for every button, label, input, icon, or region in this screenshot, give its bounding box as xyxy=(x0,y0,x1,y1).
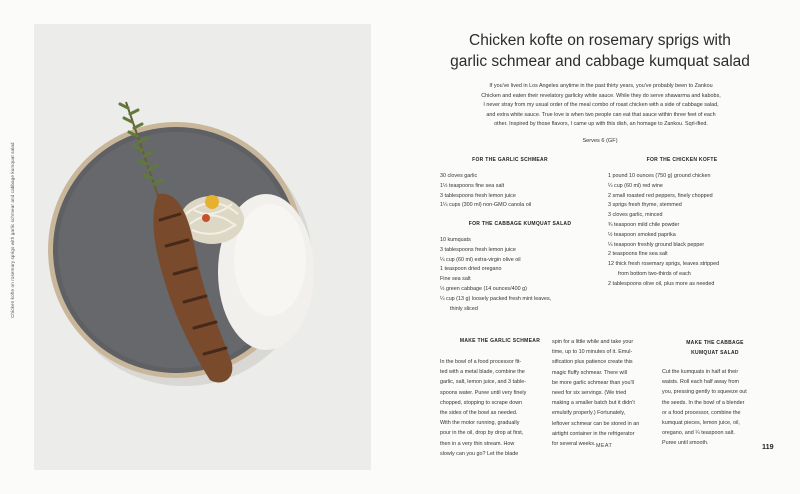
recipe-title xyxy=(420,30,780,72)
chile-flake xyxy=(202,214,210,222)
plated-kofte-illustration xyxy=(34,24,371,470)
ingredient-continuation: thinly sliced xyxy=(450,305,478,312)
method-line: oregano, and ¼ teaspoon salt. xyxy=(662,430,735,437)
intro-line: other. Inspired by those flavors, I came up with this dish, an homage to Zankou. Sqrl-ified. xyxy=(494,121,708,128)
method-line: With the motor running, gradually xyxy=(440,420,520,427)
ingredient: ½ green cabbage (14 ounces/400 g) xyxy=(440,285,527,292)
ingredient: ½ teaspoon smoked paprika xyxy=(608,231,676,238)
ingredient: 1¼ cups (300 ml) non-GMO canola oil xyxy=(440,202,532,209)
method-line: Cut the kumquats in half at their xyxy=(662,369,739,375)
method-line: In the bowl of a food processor fit- xyxy=(440,359,522,365)
method-line: time, up to 10 minutes of it. Emul- xyxy=(552,349,633,356)
method-line: kumquat pieces, lemon juice, oil, xyxy=(662,420,740,427)
ingredient-continuation: from bottom two-thirds of each xyxy=(618,270,691,277)
chicken-kofte-heading: FOR THE CHICKEN KOFTE xyxy=(646,157,718,163)
garlic-schmear-heading: FOR THE GARLIC SCHMEAR xyxy=(472,157,548,163)
method-line: Puree until smooth. xyxy=(662,440,709,447)
make-salad-text xyxy=(662,367,747,449)
make-salad-heading xyxy=(662,338,768,358)
ingredient: ¼ teaspoon freshly ground black pepper xyxy=(608,241,705,248)
method-line: airtight container in the refrigerator xyxy=(552,430,635,437)
ingredient: ¼ cup (13 g) loosely packed fresh mint leaves, xyxy=(440,295,552,302)
ingredient: Fine sea salt xyxy=(440,276,471,283)
intro-line: and extra white sauce. True love is when two people can eat that sauce within three feet of each xyxy=(486,111,716,118)
make-schmear-heading: MAKE THE GARLIC SCHMEAR xyxy=(459,338,541,344)
side-caption: Chicken kofte on rosemary sprigs with garlic schmear and cabbage kumquat salad xyxy=(10,142,15,318)
schmear-highlight xyxy=(234,204,306,316)
title-line: Chicken kofte on rosemary sprigs with xyxy=(469,32,731,49)
intro-line: I never stray from my usual order of the meal combo of roast chicken with a side of cabbage salad, xyxy=(483,102,719,109)
method-line: ted with a metal blade, combine the xyxy=(440,369,525,376)
section-footer-label: MEAT xyxy=(596,443,613,449)
method-line: be more garlic schmear than you'll xyxy=(552,379,634,386)
method-line: spoons water. Puree until very finely xyxy=(440,389,527,396)
intro-line: If you've lived in Los Angeles anytime in the past thirty years, you've probably been to Zankou xyxy=(489,83,713,89)
heading-line: MAKE THE CABBAGE xyxy=(686,340,744,346)
make-schmear-col1 xyxy=(440,357,526,459)
make-schmear-col2 xyxy=(552,337,639,449)
ingredient: 2 small roasted red peppers, finely chopped xyxy=(608,192,713,199)
method-line: then in a very thin stream. How xyxy=(440,440,515,447)
method-line: magic fluffy schmear. There will xyxy=(552,369,627,376)
method-line: leftover schmear can be stored in an xyxy=(552,420,640,427)
ingredient: 1½ teaspoons fine sea salt xyxy=(440,182,505,189)
ingredient: 1 pound 10 ounces (750 g) ground chicken xyxy=(608,173,711,179)
ingredient: ¼ cup (60 ml) red wine xyxy=(608,182,663,189)
title-line: garlic schmear and cabbage kumquat salad xyxy=(450,53,750,70)
ingredient: 30 cloves garlic xyxy=(440,173,478,179)
intro-paragraph xyxy=(455,82,747,130)
method-line: garlic, salt, lemon juice, and 3 table- xyxy=(440,379,526,386)
method-line: waists. Roll each half away from xyxy=(662,379,739,386)
method-line: the seeds. In the bowl of a blender xyxy=(662,399,745,406)
method-line: spin for a little while and take your xyxy=(552,339,634,345)
cabbage-salad-heading: FOR THE CABBAGE KUMQUAT SALAD xyxy=(468,221,572,227)
cabbage-salad-ingredients xyxy=(440,236,551,314)
method-line: sification plus patience create this xyxy=(552,359,633,366)
ingredient: 1 teaspoon dried oregano xyxy=(440,266,502,273)
garlic-schmear-ingredients xyxy=(440,172,531,211)
method-line: chopped, stopping to scrape down xyxy=(440,399,523,406)
kumquat-piece xyxy=(205,195,219,209)
method-line: slowly can you go? Let the blade xyxy=(440,450,519,457)
ingredient: 3 tablespoons fresh lemon juice xyxy=(440,192,516,199)
method-line: need for six servings. (We tried xyxy=(552,390,627,397)
ingredient: 2 tablespoons olive oil, plus more as needed xyxy=(608,280,715,287)
ingredient: 3 sprigs fresh thyme, stemmed xyxy=(608,202,682,209)
intro-line: Chicken and eaten their revelatory garlicky white sauce. While they do serve shawarma and kabobs, xyxy=(481,92,721,99)
serves-line: Serves 6 (GF) xyxy=(582,138,618,144)
method-line: for several weeks. xyxy=(552,441,596,448)
ingredient: 3 cloves garlic, minced xyxy=(608,212,663,219)
ingredient: 3 tablespoons fresh lemon juice xyxy=(440,246,516,253)
heading-line: KUMQUAT SALAD xyxy=(691,350,739,356)
ingredient: 12 thick fresh rosemary sprigs, leaves stripped xyxy=(608,261,720,268)
method-line: emulsify properly.) Fortunately, xyxy=(552,410,626,417)
chicken-kofte-ingredients xyxy=(608,172,719,290)
method-line: or a food processor, combine the xyxy=(662,409,741,416)
method-line: pour in the oil, drop by drop at first, xyxy=(440,430,524,437)
method-line: you, pressing gently to squeeze out xyxy=(662,389,747,396)
ingredient: 2 teaspoons fine sea salt xyxy=(608,251,668,258)
food-photo xyxy=(34,24,371,470)
ingredient: ¼ cup (60 ml) extra-virgin olive oil xyxy=(440,256,521,263)
method-line: making a smaller batch but it didn't xyxy=(552,400,635,407)
page-number: 119 xyxy=(762,442,774,451)
method-line: the sides of the bowl as needed. xyxy=(440,410,518,417)
ingredient: 10 kumquats xyxy=(440,237,471,243)
ingredient: ¾ teaspoon mild chile powder xyxy=(608,221,680,228)
